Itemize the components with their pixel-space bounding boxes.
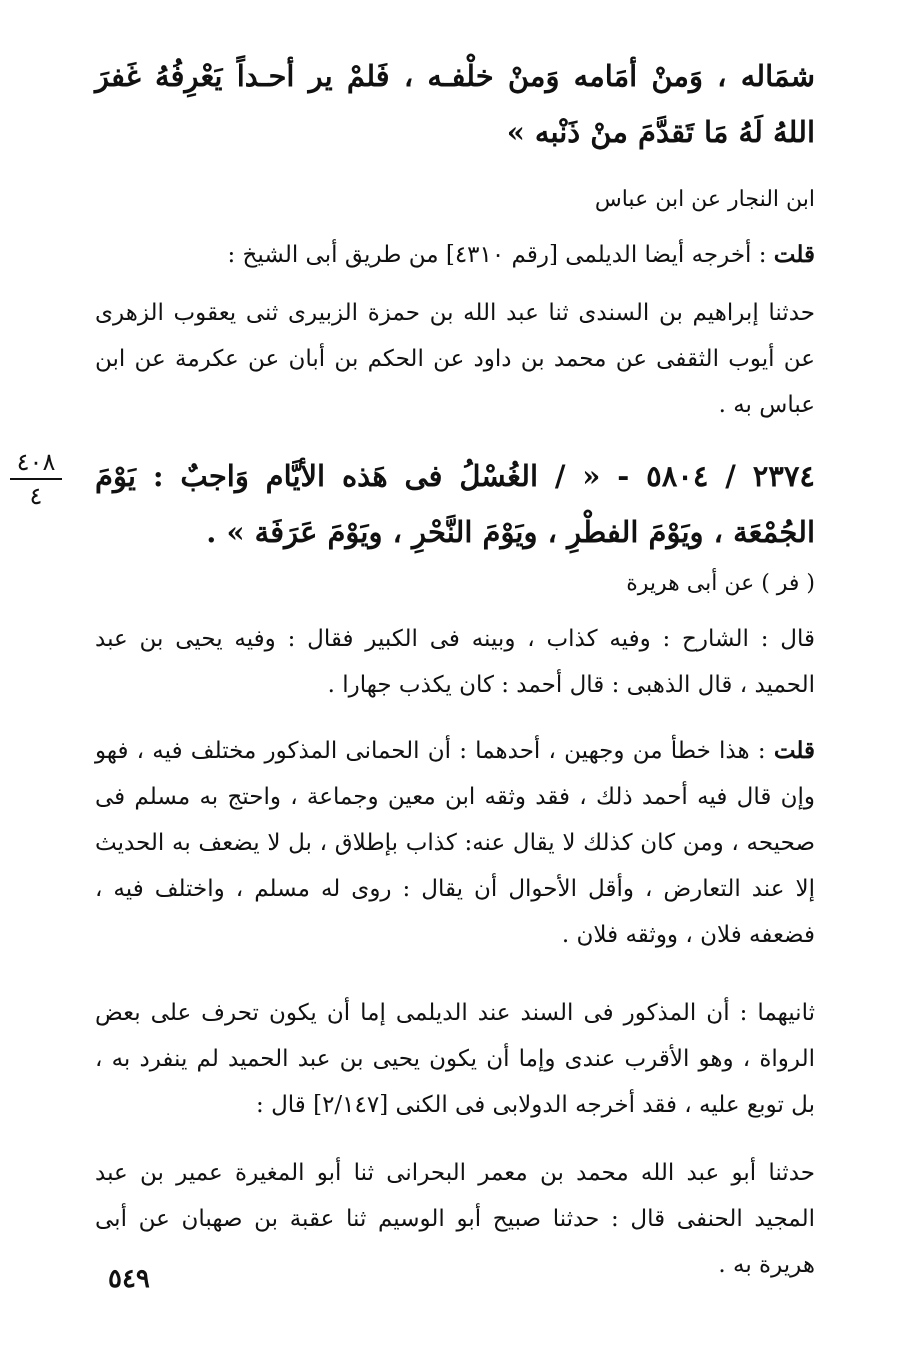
page-number: ٥٤٩ — [108, 1264, 150, 1294]
qult-text: : أخرجه أيضا الديلمى [رقم ٤٣١٠] من طريق أبى الشيخ : — [227, 242, 767, 268]
qult-paragraph-1 — [95, 232, 815, 278]
margin-note-denominator: ٤ — [29, 482, 43, 510]
hadith-continuation: شمَاله ، وَمنْ أمَامه وَمنْ خلْفـه ، فَلمْ ير أحـداً يَعْرِفُهُ غَفرَ اللهُ لَهُ مَا تَقدَّمَ منْ ذَنْبه » — [95, 59, 815, 149]
sharih-paragraph: قال : الشارح : وفيه كذاب ، وبينه فى الكبير فقال : وفيه يحيى بن عبد الحميد ، قال الذهبى : قال أحمد : كان يكذب جهارا . — [95, 626, 815, 698]
qult-paragraph-2 — [95, 728, 815, 958]
isnad-paragraph-2: حدثنا أبو عبد الله محمد بن معمر البحرانى ثنا أبو المغيرة عمير بن عبد المجيد الحنفى قال : حدثنا صبيح أبو الوسيم ثنا عقبة بن صهبان عن أبى هريرة به . — [95, 1160, 815, 1278]
isnad-paragraph-1: حدثنا إبراهيم بن السندى ثنا عبد الله بن حمزة الزبيرى ثنى يعقوب الزهرى عن أيوب الثقفى عن محمد بن داود عن الحكم بن أبان عن عكرمة عن ابن عباس به . — [95, 300, 815, 418]
source-attribution-1: ابن النجار عن ابن عباس — [594, 187, 815, 212]
qult-text: : هذا خطأ من وجهين ، أحدهما : أن الحمانى المذكور مختلف فيه ، فهو وإن قال فيه أحمد ذلك ، فقد وثقه ابن معين وجماعة ، واحتج به مسلم فى صحيحه ، ومن كان كذلك لا يقال عنه: كذاب بإطلاق ، بل لا يضعف به الحديث إلا عند التعارض ، وأقل الأحوال أن يقال : روى له مسلم ، واختلف فيه ، فضعفه فلان ، ووثقه فلان . — [95, 738, 815, 948]
thanihima-paragraph: ثانيهما : أن المذكور فى السند عند الديلمى إما أن يكون تحرف على بعض الرواة ، وهو الأقرب عندى وإما أن يكون يحيى بن عبد الحميد لم ينفرد به ، بل توبع عليه ، فقد أخرجه الدولابى فى الكنى [٢/١٤٧] قال : — [95, 1000, 815, 1118]
margin-volume-page-reference — [10, 448, 62, 510]
qult-label: قلت — [773, 737, 816, 764]
margin-note-numerator: ٤٠٨ — [10, 448, 62, 480]
hadith-2374: ٢٣٧٤ / ٥٨٠٤ - « / الغُسْلُ فى هَذه الأيَّام وَاجبٌ : يَوْمَ الجُمْعَة ، ويَوْمَ الفطْرِ ، ويَوْمَ النَّحْرِ ، ويَوْمَ عَرَفَة » . — [95, 459, 815, 549]
source-attribution-2: ( فر ) عن أبى هريرة — [626, 571, 815, 596]
qult-label: قلت — [773, 241, 815, 268]
